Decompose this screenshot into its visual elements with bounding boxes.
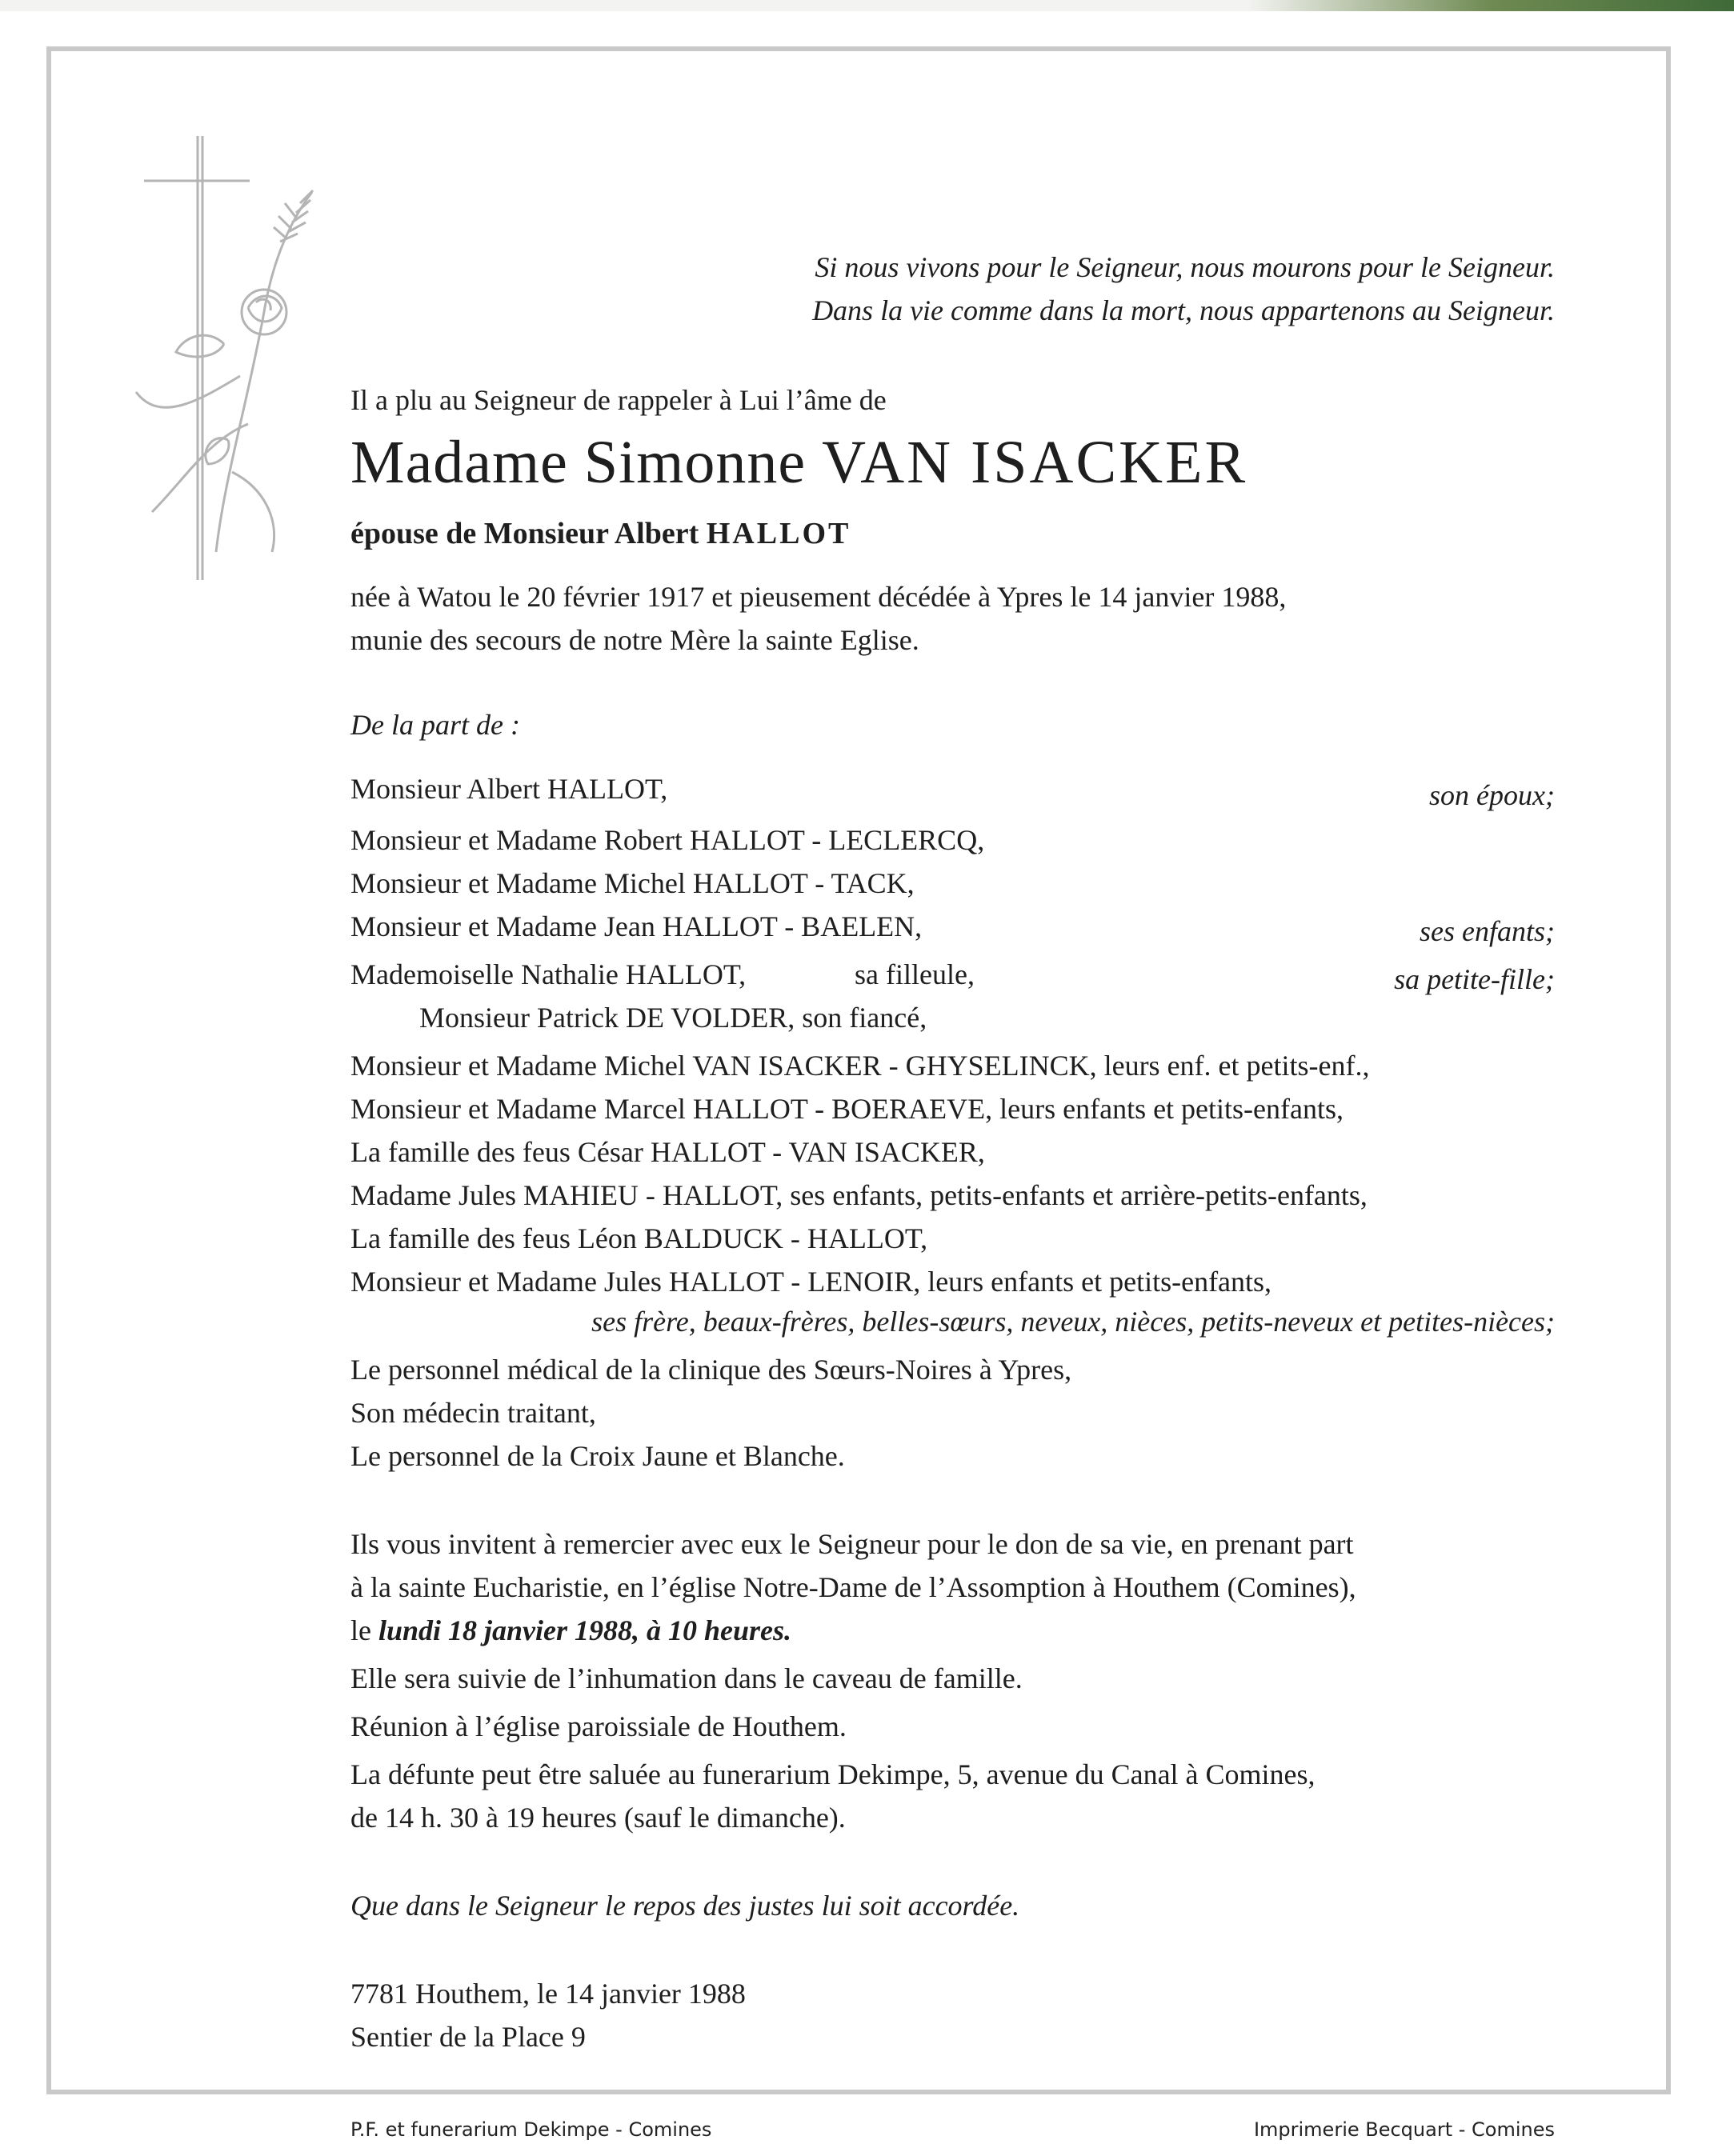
relation-petite-fille: sa petite-fille; [1394,963,1555,995]
family-line: Monsieur et Madame Jules HALLOT - LENOIR, leurs enfants et petits-enfants, [350,1266,1272,1298]
cross-wheat-rose-icon [128,136,336,584]
family-line: Monsieur et Madame Jean HALLOT - BAELEN, [350,910,923,942]
family-line: Le personnel médical de la clinique des Sœurs-Noires à Ypres, [350,1354,1072,1386]
relation-freres: ses frère, beaux-frères, belles-sœurs, neveux, nièces, petits-neveux et petites-nièces; [591,1306,1555,1338]
reunion-note: Réunion à l’église paroissiale de Houthem. [350,1710,847,1742]
family-line: Monsieur et Madame Marcel HALLOT - BOERAEVE, leurs enfants et petits-enfants, [350,1093,1344,1125]
family-line: Monsieur et Madame Michel VAN ISACKER - GHYSELINCK, leurs enf. et petits-enf., [350,1050,1370,1082]
invitation-line: Ils vous invitent à remercier avec eux le Seigneur pour le don de sa vie, en prenant part [350,1528,1354,1560]
de-la-part-heading: De la part de : [350,709,520,741]
family-line: Son médecin traitant, [350,1397,596,1429]
date-bold: lundi 18 janvier 1988, à 10 heures. [378,1614,792,1646]
ceremony-date [350,1616,791,1645]
birth-death-details: née à Watou le 20 février 1917 et pieusement décédée à Ypres le 14 janvier 1988, [350,581,1287,613]
address-line: Sentier de la Place 9 [350,2021,586,2053]
sacraments-line: munie des secours de notre Mère la sainte Eglise. [350,624,919,656]
scan-top-edge [0,0,1734,11]
relation-epoux: son époux; [1429,779,1555,811]
family-line: Mademoiselle Nathalie HALLOT, [350,958,747,990]
footer-right: Imprimerie Becquart - Comines [1253,2118,1555,2141]
relation-enfants: ses enfants; [1420,915,1555,947]
epigraph-line: Si nous vivons pour le Seigneur, nous mourons pour le Seigneur. [815,251,1555,283]
footer-left: P.F. et funerarium Dekimpe - Comines [350,2118,712,2141]
deceased-name [350,429,1248,496]
viewing-note: La défunte peut être saluée au funerarium Dekimpe, 5, avenue du Canal à Comines, [350,1758,1316,1790]
invitation-line: à la sainte Eucharistie, en l’église Notre-Dame de l’Assomption à Houthem (Comines), [350,1571,1356,1603]
family-line: Madame Jules MAHIEU - HALLOT, ses enfants, petits-enfants et arrière-petits-enfants, [350,1179,1368,1211]
family-line: Monsieur et Madame Robert HALLOT - LECLERCQ, [350,824,985,856]
date-prefix: le [350,1614,371,1646]
epigraph-line: Dans la vie comme dans la mort, nous appartenons au Seigneur. [812,294,1555,326]
family-line: Monsieur et Madame Michel HALLOT - TACK, [350,867,915,899]
family-line: La famille des feus César HALLOT - VAN ISACKER, [350,1136,985,1168]
intro-text: Il a plu au Seigneur de rappeler à Lui l’âme de [350,384,887,416]
deceased-surname: VAN ISACKER [822,429,1248,496]
burial-note: Elle sera suivie de l’inhumation dans le caveau de famille. [350,1662,1023,1694]
spouse-line [350,518,851,549]
viewing-hours: de 14 h. 30 à 19 heures (sauf le dimanche). [350,1802,846,1834]
address-line: 7781 Houthem, le 14 janvier 1988 [350,1978,746,2010]
spouse-prefix: épouse de Monsieur Albert [350,517,699,550]
family-line: Monsieur Patrick DE VOLDER, son fiancé, [419,1002,927,1034]
spouse-surname: HALLOT [706,517,851,550]
deceased-first-name: Madame Simonne [350,429,807,496]
closing-prayer: Que dans le Seigneur le repos des justes lui soit accordée. [350,1890,1020,1922]
family-line: La famille des feus Léon BALDUCK - HALLOT, [350,1222,928,1254]
family-line: Le personnel de la Croix Jaune et Blanche. [350,1440,845,1472]
filleule-note: sa filleule, [855,958,975,990]
family-line: Monsieur Albert HALLOT, [350,773,668,805]
